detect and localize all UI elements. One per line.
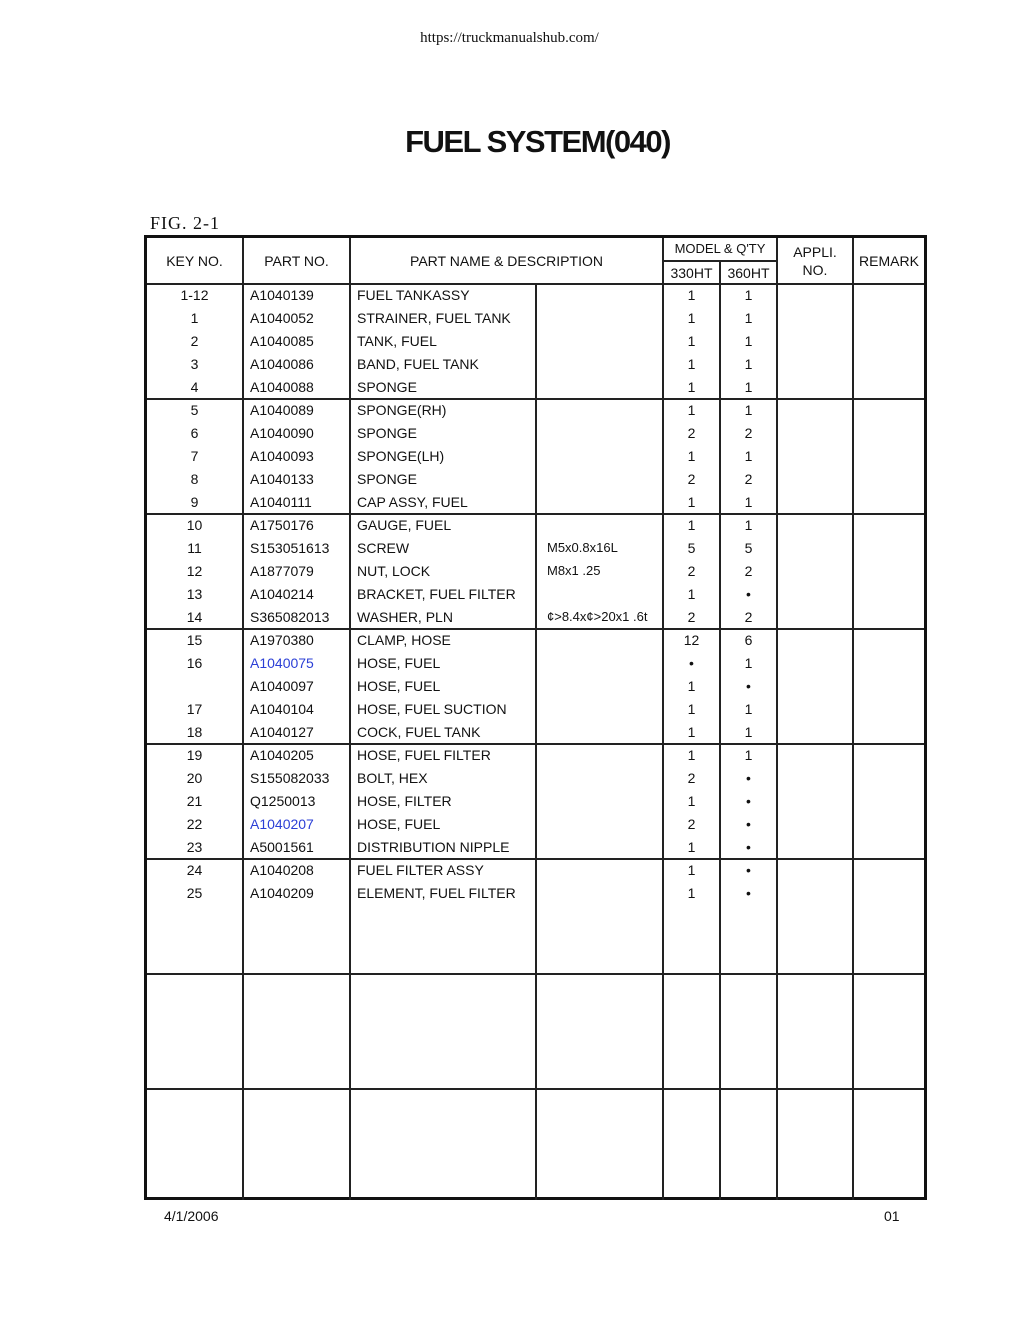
key-no-cell: 15	[186, 632, 203, 648]
part-name-cell: FUEL TANKASSY	[357, 287, 470, 303]
part-no-cell: A1040097	[250, 678, 314, 694]
part-name-cell: HOSE, FILTER	[357, 793, 452, 809]
qty-330ht-cell: 1	[687, 379, 696, 395]
table-row	[147, 861, 924, 884]
qty-330ht-cell: 1	[687, 862, 696, 878]
qty-330ht-cell: •	[689, 655, 694, 671]
part-name-cell: STRAINER, FUEL TANK	[357, 310, 511, 326]
part-no-cell: A5001561	[250, 839, 314, 855]
key-no-cell: 16	[186, 655, 203, 671]
key-no-cell: 22	[186, 816, 203, 832]
part-no-cell: A1040205	[250, 747, 314, 763]
row-divider	[147, 973, 924, 975]
spec-cell: ¢>8.4x¢>20x1 .6t	[547, 609, 648, 624]
qty-330ht-cell: 12	[683, 632, 700, 648]
table-row	[147, 608, 924, 631]
part-name-cell: ELEMENT, FUEL FILTER	[357, 885, 516, 901]
qty-330ht-cell: 2	[687, 770, 696, 786]
table-row	[147, 309, 924, 332]
part-no-cell: A1040090	[250, 425, 314, 441]
qty-360ht-cell: 1	[744, 701, 753, 717]
qty-360ht-cell: 1	[744, 333, 753, 349]
qty-330ht-cell: 1	[687, 287, 696, 303]
part-name-cell: SPONGE(RH)	[357, 402, 447, 418]
footer-page-number: 01	[884, 1208, 900, 1224]
qty-360ht-cell: 1	[744, 379, 753, 395]
qty-330ht-cell: 2	[687, 425, 696, 441]
part-no-cell: A1040093	[250, 448, 314, 464]
key-no-cell: 14	[186, 609, 203, 625]
qty-360ht-cell: 6	[744, 632, 753, 648]
part-no-cell: A1877079	[250, 563, 314, 579]
qty-360ht-cell: •	[746, 885, 751, 901]
table-row	[147, 838, 924, 861]
qty-330ht-cell: 1	[687, 701, 696, 717]
qty-360ht-cell: 1	[744, 310, 753, 326]
header-model-qty: MODEL & Q'TY	[674, 241, 766, 256]
key-no-cell: 13	[186, 586, 203, 602]
row-divider	[662, 260, 778, 262]
table-row	[147, 700, 924, 723]
qty-360ht-cell: 1	[744, 724, 753, 740]
part-name-cell: SPONGE(LH)	[357, 448, 445, 464]
part-name-cell: NUT, LOCK	[357, 563, 431, 579]
table-row	[147, 792, 924, 815]
key-no-cell: 19	[186, 747, 203, 763]
key-no-cell: 7	[190, 448, 199, 464]
table-row	[147, 470, 924, 493]
qty-360ht-cell: •	[746, 816, 751, 832]
key-no-cell: 4	[190, 379, 199, 395]
page-title: FUEL SYSTEM(040)	[405, 124, 670, 159]
key-no-cell: 21	[186, 793, 203, 809]
source-url: https://truckmanualshub.com/	[420, 30, 599, 46]
part-no-cell: Q1250013	[250, 793, 316, 809]
table-row	[147, 631, 924, 654]
table-row	[147, 746, 924, 769]
key-no-cell: 11	[187, 540, 202, 556]
qty-330ht-cell: 5	[687, 540, 696, 556]
key-no-cell: 1-12	[180, 287, 209, 303]
part-name-cell: COCK, FUEL TANK	[357, 724, 481, 740]
qty-360ht-cell: 2	[744, 425, 753, 441]
qty-360ht-cell: 1	[744, 517, 753, 533]
qty-360ht-cell: 2	[744, 471, 753, 487]
part-name-cell: SPONGE	[357, 379, 417, 395]
qty-360ht-cell: 2	[744, 563, 753, 579]
header-360ht: 360HT	[727, 265, 770, 281]
qty-360ht-cell: •	[746, 793, 751, 809]
header-part-name: PART NAME & DESCRIPTION	[410, 253, 603, 269]
part-no-cell: A1040139	[250, 287, 314, 303]
key-no-cell: 1	[190, 310, 199, 326]
key-no-cell: 9	[190, 494, 199, 510]
table-row	[147, 355, 924, 378]
key-no-cell: 24	[186, 862, 203, 878]
part-no-cell: S153051613	[250, 540, 330, 556]
part-no-cell: A1040111	[250, 494, 312, 510]
table-row	[147, 884, 924, 907]
qty-360ht-cell: 1	[744, 448, 753, 464]
part-name-cell: TANK, FUEL	[357, 333, 437, 349]
qty-360ht-cell: 1	[744, 287, 753, 303]
part-name-cell: DISTRIBUTION NIPPLE	[357, 839, 510, 855]
part-name-cell: HOSE, FUEL FILTER	[357, 747, 491, 763]
qty-330ht-cell: 2	[687, 609, 696, 625]
qty-360ht-cell: •	[746, 586, 751, 602]
qty-360ht-cell: •	[746, 678, 751, 694]
key-no-cell: 20	[186, 770, 203, 786]
qty-330ht-cell: 2	[687, 471, 696, 487]
header-key-no: KEY NO.	[166, 253, 223, 269]
qty-360ht-cell: 1	[744, 655, 753, 671]
qty-330ht-cell: 1	[687, 494, 696, 510]
header-divider	[147, 283, 924, 285]
table-row	[147, 654, 924, 677]
qty-360ht-cell: 1	[744, 747, 753, 763]
qty-360ht-cell: •	[746, 862, 751, 878]
part-no-cell: A1040085	[250, 333, 314, 349]
qty-360ht-cell: •	[746, 839, 751, 855]
table-row	[147, 562, 924, 585]
spec-cell: M8x1 .25	[547, 563, 601, 578]
part-name-cell: WASHER, PLN	[357, 609, 453, 625]
qty-330ht-cell: 1	[687, 747, 696, 763]
table-row	[147, 447, 924, 470]
part-name-cell: BRACKET, FUEL FILTER	[357, 586, 516, 602]
table-row	[147, 516, 924, 539]
key-no-cell: 12	[186, 563, 203, 579]
part-name-cell: HOSE, FUEL	[357, 655, 441, 671]
header-330ht: 330HT	[670, 265, 713, 281]
header-appli-no: NO.	[802, 262, 828, 278]
part-no-cell: A1970380	[250, 632, 314, 648]
table-row	[147, 493, 924, 516]
qty-330ht-cell: 1	[687, 310, 696, 326]
part-no-cell: A1040214	[250, 586, 314, 602]
key-no-cell: 25	[186, 885, 203, 901]
key-no-cell: 3	[190, 356, 199, 372]
table-row	[147, 332, 924, 355]
row-divider	[147, 1088, 924, 1090]
part-name-cell: GAUGE, FUEL	[357, 517, 452, 533]
table-row	[147, 424, 924, 447]
part-name-cell: CLAMP, HOSE	[357, 632, 451, 648]
header-appli: APPLI.	[793, 244, 837, 260]
part-no-cell: A1040208	[250, 862, 314, 878]
part-name-cell: HOSE, FUEL	[357, 816, 441, 832]
qty-360ht-cell: 5	[744, 540, 753, 556]
part-no-cell: A1040086	[250, 356, 314, 372]
qty-360ht-cell: 1	[744, 356, 753, 372]
table-row	[147, 815, 924, 838]
figure-label: FIG. 2-1	[150, 213, 220, 233]
qty-330ht-cell: 1	[687, 793, 696, 809]
part-no-cell: S365082013	[250, 609, 330, 625]
table-row	[147, 677, 924, 700]
table-row	[147, 585, 924, 608]
part-no-cell: A1040104	[250, 701, 314, 717]
part-no-cell: A1040127	[250, 724, 314, 740]
qty-330ht-cell: 1	[687, 678, 696, 694]
key-no-cell: 23	[186, 839, 203, 855]
key-no-cell: 8	[190, 471, 199, 487]
qty-330ht-cell: 1	[687, 402, 696, 418]
qty-330ht-cell: 1	[687, 356, 696, 372]
qty-330ht-cell: 1	[687, 724, 696, 740]
qty-360ht-cell: 1	[744, 402, 753, 418]
qty-330ht-cell: 1	[687, 517, 696, 533]
header-part-no: PART NO.	[264, 253, 329, 269]
part-no-cell: A1040209	[250, 885, 314, 901]
part-name-cell: HOSE, FUEL	[357, 678, 441, 694]
table-row	[147, 401, 924, 424]
key-no-cell: 18	[186, 724, 203, 740]
qty-330ht-cell: 1	[687, 586, 696, 602]
part-name-cell: SCREW	[357, 540, 410, 556]
qty-330ht-cell: 2	[687, 816, 696, 832]
parts-table	[144, 235, 927, 1200]
part-name-cell: SPONGE	[357, 425, 417, 441]
qty-330ht-cell: 1	[687, 885, 696, 901]
qty-330ht-cell: 1	[687, 333, 696, 349]
table-row	[147, 723, 924, 746]
part-no-cell: A1040133	[250, 471, 314, 487]
key-no-cell: 17	[186, 701, 203, 717]
part-name-cell: BAND, FUEL TANK	[357, 356, 479, 372]
table-row	[147, 378, 924, 401]
part-name-cell: HOSE, FUEL SUCTION	[357, 701, 507, 717]
qty-360ht-cell: •	[746, 770, 751, 786]
part-no-cell: A1750176	[250, 517, 314, 533]
part-no-cell: A1040088	[250, 379, 314, 395]
qty-360ht-cell: 1	[744, 494, 753, 510]
key-no-cell: 10	[186, 517, 203, 533]
footer-date: 4/1/2006	[164, 1208, 219, 1224]
table-row	[147, 769, 924, 792]
header-remark: REMARK	[859, 253, 919, 269]
key-no-cell: 6	[190, 425, 199, 441]
table-row	[147, 286, 924, 309]
table-row	[147, 539, 924, 562]
part-no-cell: A1040052	[250, 310, 314, 326]
key-no-cell: 5	[190, 402, 199, 418]
part-name-cell: BOLT, HEX	[357, 770, 428, 786]
part-name-cell: SPONGE	[357, 471, 417, 487]
part-no-cell[interactable]: A1040075	[250, 655, 314, 671]
part-no-cell: A1040089	[250, 402, 314, 418]
spec-cell: M5x0.8x16L	[547, 540, 618, 555]
part-name-cell: FUEL FILTER ASSY	[357, 862, 484, 878]
key-no-cell: 2	[190, 333, 199, 349]
part-no-cell[interactable]: A1040207	[250, 816, 314, 832]
qty-330ht-cell: 1	[687, 448, 696, 464]
qty-360ht-cell: 2	[744, 609, 753, 625]
qty-330ht-cell: 2	[687, 563, 696, 579]
qty-330ht-cell: 1	[687, 839, 696, 855]
part-no-cell: S155082033	[250, 770, 330, 786]
part-name-cell: CAP ASSY, FUEL	[357, 494, 468, 510]
